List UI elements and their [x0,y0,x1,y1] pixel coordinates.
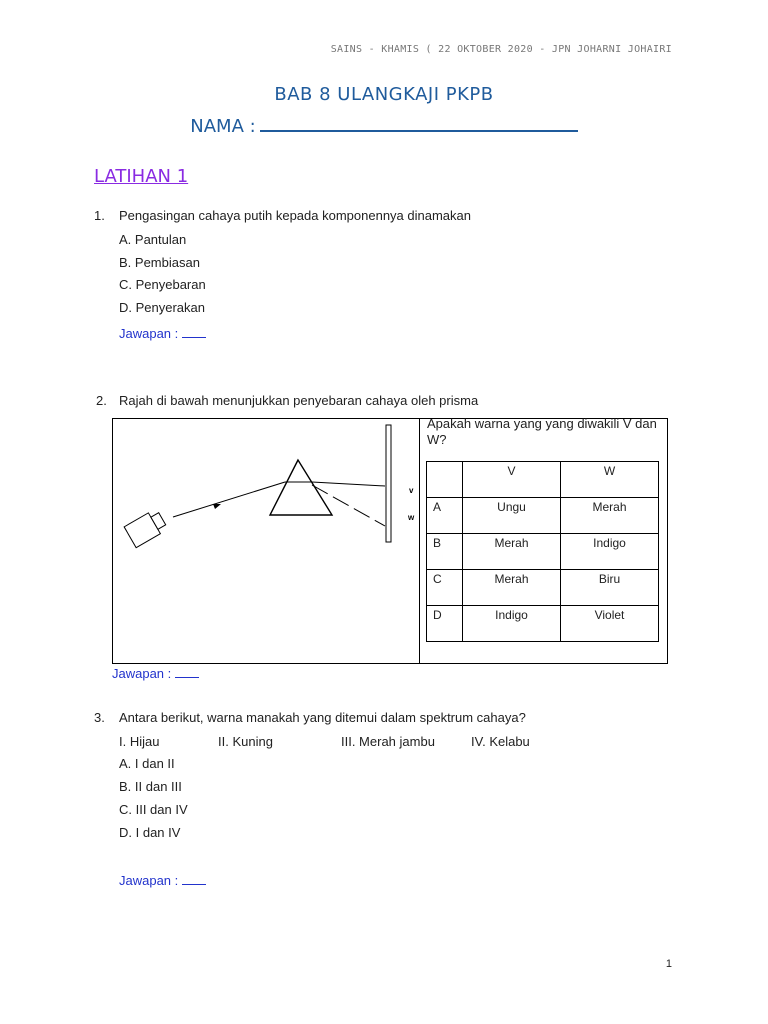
q3-item-4: IV. Kelabu [471,734,530,749]
prism-triangle [270,460,332,515]
ray-arrow [213,504,221,509]
cell-v: Merah [463,570,561,606]
page-number: 1 [665,958,672,970]
q2-prompt: Apakah warna yang yang diwakili V dan W? [427,416,657,447]
q2-answer [112,665,199,681]
q1-text: Pengasingan cahaya putih kepada komponennya dinamakan [119,208,471,223]
label-w: w [408,513,415,522]
header-note: SAINS - KHAMIS ( 22 OKTOBER 2020 - JPN JOHARNI JOHAIRI [330,44,672,55]
q1-option-d: D. Penyerakan [119,300,205,315]
table-row [427,606,659,642]
q2-answer-label: Jawapan : [112,666,172,681]
q3-option-a: A. I dan II [119,756,175,771]
q3-item-1: I. Hijau [119,734,160,749]
q3-option-d: D. I dan IV [119,825,181,840]
label-v: v [409,486,414,495]
prism-diagram [113,419,419,662]
q1-answer [119,325,206,341]
cell-v: Merah [463,534,561,570]
table-row [427,534,659,570]
q2-divider [419,418,420,664]
q3-number: 3. [94,710,105,725]
cell-v: Ungu [463,498,561,534]
q1-answer-label: Jawapan : [119,326,179,341]
cell-w: Merah [561,498,659,534]
q1-option-b: B. Pembiasan [119,255,200,270]
q1-option-a: A. Pantulan [119,232,187,247]
q3-answer-blank[interactable] [182,872,206,885]
q1-number: 1. [94,208,105,223]
table-corner [427,462,463,498]
table-header-v: V [463,462,561,498]
q3-item-2: II. Kuning [218,734,273,749]
row-label: D [427,606,463,642]
q3-text: Antara berikut, warna manakah yang ditemui dalam spektrum cahaya? [119,710,526,725]
cell-w: Violet [561,606,659,642]
row-label: B [427,534,463,570]
q2-number: 2. [96,393,107,408]
screen [386,425,391,542]
q2-text: Rajah di bawah menunjukkan penyebaran cahaya oleh prisma [119,393,479,408]
q3-option-b: B. II dan III [119,779,182,794]
name-line [0,114,768,137]
table-row [427,570,659,606]
q3-item-3: III. Merah jambu [341,734,435,749]
section-heading: LATIHAN 1 [94,166,189,187]
q2-answer-blank[interactable] [175,665,199,678]
name-label: NAMA : [190,116,256,137]
q3-answer [119,872,206,888]
incident-ray [173,482,285,517]
row-label: A [427,498,463,534]
table-header-w: W [561,462,659,498]
cell-w: Indigo [561,534,659,570]
q1-option-c: C. Penyebaran [119,277,206,292]
ray-v [312,482,385,486]
page-title: BAB 8 ULANGKAJI PKPB [274,84,494,105]
table-row [427,498,659,534]
cell-v: Indigo [463,606,561,642]
row-label: C [427,570,463,606]
q2-answer-table [426,461,659,642]
q3-answer-label: Jawapan : [119,873,179,888]
q1-answer-blank[interactable] [182,325,206,338]
cell-w: Biru [561,570,659,606]
q3-option-c: C. III dan IV [119,802,188,817]
name-blank[interactable] [260,114,578,132]
table-header-row [427,462,659,498]
light-source [124,508,168,547]
